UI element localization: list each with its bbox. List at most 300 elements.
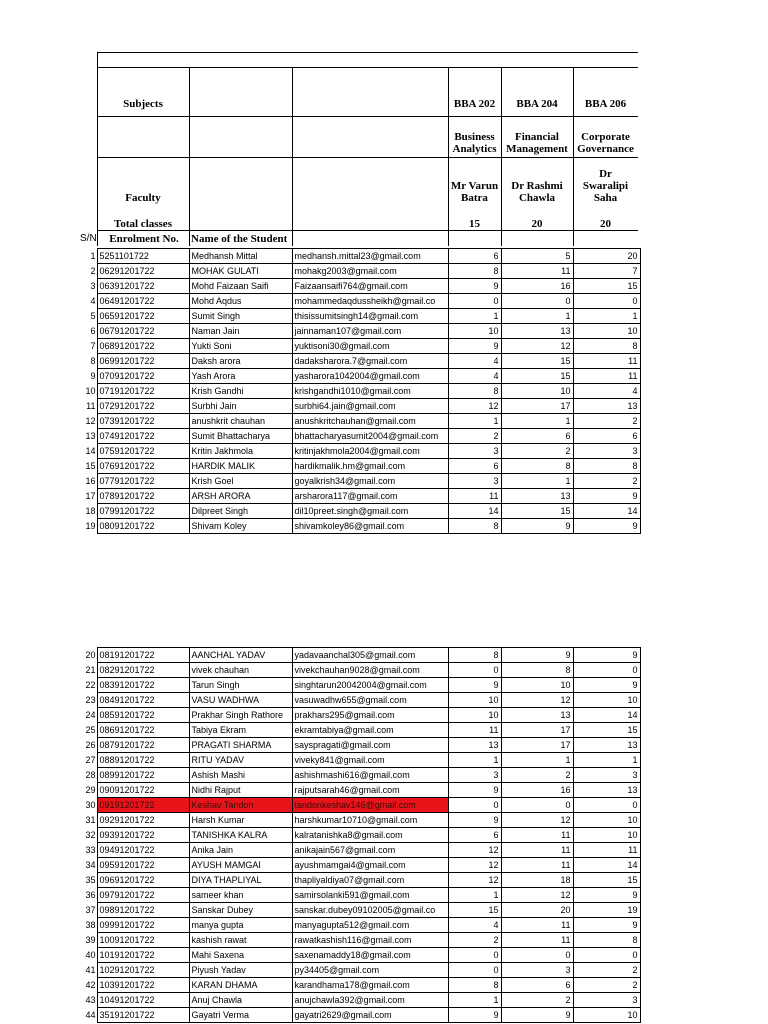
row-bba204-attendance: 1 xyxy=(501,414,573,429)
row-student-name: Mahi Saxena xyxy=(189,948,292,963)
row-bba202-attendance: 13 xyxy=(448,738,501,753)
row-bba204-attendance: 9 xyxy=(501,648,573,663)
row-student-name: Ashish Mashi xyxy=(189,768,292,783)
row-bba206-attendance: 15 xyxy=(573,873,640,888)
row-bba206-attendance: 9 xyxy=(573,918,640,933)
course-name-line1: Corporate xyxy=(581,131,630,143)
row-student-name: Shivam Koley xyxy=(189,519,292,534)
course-name-line2: Analytics xyxy=(452,143,497,155)
row-sn: 38 xyxy=(85,920,96,930)
row-bba204-attendance: 17 xyxy=(501,723,573,738)
row-student-name: TANISHKA KALRA xyxy=(189,828,292,843)
row-bba202-attendance: 10 xyxy=(448,708,501,723)
row-bba204-attendance: 18 xyxy=(501,873,573,888)
row-student-name: Kritin Jakhmola xyxy=(189,444,292,459)
row-enrolment: 07191201722 xyxy=(97,384,189,399)
table-row xyxy=(80,723,640,738)
row-enrolment: 07591201722 xyxy=(97,444,189,459)
course-code: BBA 204 xyxy=(516,98,558,110)
row-email: arsharora117@gmail.com xyxy=(292,489,448,504)
row-student-name: MOHAK GULATI xyxy=(189,264,292,279)
row-sn: 39 xyxy=(85,935,96,945)
row-enrolment: 07391201722 xyxy=(97,414,189,429)
row-bba202-attendance: 2 xyxy=(448,933,501,948)
row-bba206-attendance: 13 xyxy=(573,738,640,753)
row-bba202-attendance: 8 xyxy=(448,648,501,663)
row-sn: 6 xyxy=(90,326,96,336)
row-bba202-attendance: 11 xyxy=(448,489,501,504)
row-bba202-attendance: 11 xyxy=(448,723,501,738)
row-enrolment: 07291201722 xyxy=(97,399,189,414)
row-bba204-attendance: 5 xyxy=(501,249,573,264)
row-enrolment: 09491201722 xyxy=(97,843,189,858)
table-row xyxy=(80,693,640,708)
row-email: kritinjakhmola2004@gmail.com xyxy=(292,444,448,459)
row-bba204-attendance: 11 xyxy=(501,918,573,933)
table-row xyxy=(80,783,640,798)
row-student-name: RITU YADAV xyxy=(189,753,292,768)
table-row xyxy=(80,294,640,309)
row-sn: 31 xyxy=(85,815,96,825)
row-bba204-attendance: 15 xyxy=(501,369,573,384)
row-bba204-attendance: 8 xyxy=(501,663,573,678)
row-bba206-attendance: 1 xyxy=(573,753,640,768)
row-bba202-attendance: 4 xyxy=(448,369,501,384)
course-code: BBA 206 xyxy=(584,98,627,110)
row-bba206-attendance: 3 xyxy=(573,768,640,783)
table-row xyxy=(80,813,640,828)
row-sn: 14 xyxy=(85,446,96,456)
row-email: tandonkeshav146@gmail.com xyxy=(292,798,448,813)
table-row xyxy=(80,264,640,279)
row-enrolment: 10091201722 xyxy=(97,933,189,948)
row-bba204-attendance: 12 xyxy=(501,888,573,903)
column-labels-row xyxy=(80,232,640,246)
table-row xyxy=(80,429,640,444)
table-row xyxy=(80,933,640,948)
row-student-name: ARSH ARORA xyxy=(189,489,292,504)
row-email: harshkumar10710@gmail.com xyxy=(292,813,448,828)
table-row xyxy=(80,324,640,339)
row-bba202-attendance: 10 xyxy=(448,324,501,339)
row-sn: 40 xyxy=(85,950,96,960)
row-student-name: AYUSH MAMGAI xyxy=(189,858,292,873)
row-bba202-attendance: 0 xyxy=(448,948,501,963)
row-bba202-attendance: 1 xyxy=(448,888,501,903)
row-sn: 16 xyxy=(85,476,96,486)
row-sn: 5 xyxy=(90,311,96,321)
row-bba202-attendance: 15 xyxy=(448,903,501,918)
row-bba204-attendance: 6 xyxy=(501,429,573,444)
row-bba202-attendance: 8 xyxy=(448,978,501,993)
row-enrolment: 10491201722 xyxy=(97,993,189,1008)
row-enrolment: 06891201722 xyxy=(97,339,189,354)
faculty-label: Faculty xyxy=(125,192,161,204)
row-bba202-attendance: 9 xyxy=(448,1008,501,1023)
row-sn: 13 xyxy=(85,431,96,441)
row-email: mohammedaqdussheikh@gmail.co xyxy=(292,294,448,309)
row-enrolment: 06591201722 xyxy=(97,309,189,324)
row-bba204-attendance: 9 xyxy=(501,1008,573,1023)
row-email: anushkritchauhan@gmail.com xyxy=(292,414,448,429)
row-bba204-attendance: 3 xyxy=(501,963,573,978)
row-student-name: Krish Gandhi xyxy=(189,384,292,399)
row-email: anikajain567@gmail.com xyxy=(292,843,448,858)
row-enrolment: 09991201722 xyxy=(97,918,189,933)
row-bba202-attendance: 0 xyxy=(448,294,501,309)
table-row xyxy=(80,444,640,459)
row-student-name: Tarun Singh xyxy=(189,678,292,693)
row-bba206-attendance: 10 xyxy=(573,1008,640,1023)
table-row xyxy=(80,993,640,1008)
row-enrolment: 09591201722 xyxy=(97,858,189,873)
header-grid xyxy=(97,52,638,230)
row-bba202-attendance: 4 xyxy=(448,354,501,369)
row-sn: 2 xyxy=(90,266,96,276)
row-email: karandhama178@gmail.com xyxy=(292,978,448,993)
row-sn: 22 xyxy=(85,680,96,690)
table-row xyxy=(80,369,640,384)
row-bba206-attendance: 2 xyxy=(573,474,640,489)
row-enrolment: 08191201722 xyxy=(97,648,189,663)
row-bba206-attendance: 11 xyxy=(573,354,640,369)
row-bba204-attendance: 11 xyxy=(501,828,573,843)
row-bba202-attendance: 8 xyxy=(448,519,501,534)
row-bba206-attendance: 0 xyxy=(573,294,640,309)
row-bba204-attendance: 0 xyxy=(501,294,573,309)
row-enrolment: 09691201722 xyxy=(97,873,189,888)
row-enrolment: 09391201722 xyxy=(97,828,189,843)
row-bba206-attendance: 14 xyxy=(573,504,640,519)
table-row xyxy=(80,489,640,504)
row-student-name: Yukti Soni xyxy=(189,339,292,354)
row-enrolment: 07791201722 xyxy=(97,474,189,489)
row-student-name: Tabiya Ekram xyxy=(189,723,292,738)
row-sn: 24 xyxy=(85,710,96,720)
row-email: prakhars295@gmail.com xyxy=(292,708,448,723)
row-bba204-attendance: 11 xyxy=(501,933,573,948)
table-row xyxy=(80,663,640,678)
faculty-name-line2: Chawla xyxy=(518,192,556,204)
row-sn: 18 xyxy=(85,506,96,516)
row-bba206-attendance: 6 xyxy=(573,429,640,444)
row-bba204-attendance: 9 xyxy=(501,519,573,534)
row-enrolment: 08091201722 xyxy=(97,519,189,534)
row-email: vivekchauhan9028@gmail.com xyxy=(292,663,448,678)
row-student-name: DIYA THAPLIYAL xyxy=(189,873,292,888)
row-enrolment: 06391201722 xyxy=(97,279,189,294)
row-sn: 35 xyxy=(85,875,96,885)
sn-column-label: S/N xyxy=(80,233,97,244)
row-sn: 1 xyxy=(90,251,96,261)
row-bba206-attendance: 0 xyxy=(573,663,640,678)
row-bba202-attendance: 9 xyxy=(448,279,501,294)
row-bba206-attendance: 13 xyxy=(573,783,640,798)
row-student-name: Mohd Faizaan Saifi xyxy=(189,279,292,294)
row-student-name: PRAGATI SHARMA xyxy=(189,738,292,753)
row-bba204-attendance: 16 xyxy=(501,783,573,798)
row-bba206-attendance: 10 xyxy=(573,828,640,843)
row-bba202-attendance: 10 xyxy=(448,693,501,708)
row-student-name: HARDIK MALIK xyxy=(189,459,292,474)
row-student-name: Krish Goel xyxy=(189,474,292,489)
table-row xyxy=(80,519,640,534)
table-row xyxy=(80,459,640,474)
table-row xyxy=(80,978,640,993)
row-sn: 32 xyxy=(85,830,96,840)
table-row xyxy=(80,828,640,843)
row-sn: 28 xyxy=(85,770,96,780)
row-bba202-attendance: 9 xyxy=(448,339,501,354)
row-bba206-attendance: 8 xyxy=(573,339,640,354)
row-email: medhansh.mittal23@gmail.com xyxy=(292,249,448,264)
row-bba202-attendance: 2 xyxy=(448,429,501,444)
row-bba204-attendance: 20 xyxy=(501,903,573,918)
row-sn: 30 xyxy=(85,800,96,810)
row-bba206-attendance: 10 xyxy=(573,324,640,339)
table-row xyxy=(80,888,640,903)
row-email: hardikmalik.hm@gmail.com xyxy=(292,459,448,474)
row-bba206-attendance: 14 xyxy=(573,858,640,873)
table-row xyxy=(80,414,640,429)
row-email: dadaksharora.7@gmail.com xyxy=(292,354,448,369)
table-row xyxy=(80,399,640,414)
row-sn: 23 xyxy=(85,695,96,705)
row-enrolment: 09191201722 xyxy=(97,798,189,813)
row-sn: 36 xyxy=(85,890,96,900)
row-bba206-attendance: 0 xyxy=(573,948,640,963)
row-bba202-attendance: 14 xyxy=(448,504,501,519)
row-student-name: AANCHAL YADAV xyxy=(189,648,292,663)
faculty-name-line1: Dr xyxy=(599,168,612,180)
row-sn: 34 xyxy=(85,860,96,870)
row-email: vasuwadhw655@gmail.com xyxy=(292,693,448,708)
row-student-name: sameer khan xyxy=(189,888,292,903)
row-student-name: Anika Jain xyxy=(189,843,292,858)
row-email: Faizaansaifi764@gmail.com xyxy=(292,279,448,294)
table-row xyxy=(80,1008,640,1023)
row-sn: 7 xyxy=(90,341,96,351)
row-email: ashishmashi616@gmail.com xyxy=(292,768,448,783)
row-student-name: Medhansh Mittal xyxy=(189,249,292,264)
row-enrolment: 07491201722 xyxy=(97,429,189,444)
row-student-name: Dilpreet Singh xyxy=(189,504,292,519)
row-bba206-attendance: 20 xyxy=(573,249,640,264)
row-bba202-attendance: 12 xyxy=(448,873,501,888)
row-bba206-attendance: 7 xyxy=(573,264,640,279)
row-enrolment: 10191201722 xyxy=(97,948,189,963)
row-student-name: Prakhar Singh Rathore xyxy=(189,708,292,723)
row-bba202-attendance: 8 xyxy=(448,264,501,279)
faculty-name-line2: Batra xyxy=(461,192,488,204)
faculty-name-line1: Mr Varun xyxy=(450,180,499,192)
row-email: manyagupta512@gmail.com xyxy=(292,918,448,933)
table-row xyxy=(80,339,640,354)
row-student-name: anushkrit chauhan xyxy=(189,414,292,429)
row-email: goyalkrish34@gmail.com xyxy=(292,474,448,489)
row-enrolment: 08691201722 xyxy=(97,723,189,738)
row-bba204-attendance: 11 xyxy=(501,858,573,873)
total-classes-label: Total classes xyxy=(114,218,172,230)
row-bba204-attendance: 0 xyxy=(501,798,573,813)
row-student-name: Sumit Bhattacharya xyxy=(189,429,292,444)
row-enrolment: 07991201722 xyxy=(97,504,189,519)
row-student-name: Mohd Aqdus xyxy=(189,294,292,309)
student-name-column-label: Name of the Student xyxy=(191,233,288,245)
table-row xyxy=(80,948,640,963)
row-sn: 42 xyxy=(85,980,96,990)
row-email: anujchawla392@gmail.com xyxy=(292,993,448,1008)
row-student-name: Keshav Tandon xyxy=(189,798,292,813)
row-student-name: Naman Jain xyxy=(189,324,292,339)
row-bba204-attendance: 1 xyxy=(501,474,573,489)
row-email: bhattacharyasumit2004@gmail.com xyxy=(292,429,448,444)
row-student-name: kashish rawat xyxy=(189,933,292,948)
row-email: surbhi64.jain@gmail.com xyxy=(292,399,448,414)
row-bba202-attendance: 3 xyxy=(448,474,501,489)
row-email: jainnaman107@gmail.com xyxy=(292,324,448,339)
table-row xyxy=(80,858,640,873)
row-email: singhtarun20042004@gmail.com xyxy=(292,678,448,693)
row-bba206-attendance: 2 xyxy=(573,963,640,978)
row-bba206-attendance: 11 xyxy=(573,369,640,384)
table-row xyxy=(80,309,640,324)
row-email: py34405@gmail.com xyxy=(292,963,448,978)
row-bba204-attendance: 11 xyxy=(501,264,573,279)
row-email: mohakg2003@gmail.com xyxy=(292,264,448,279)
row-enrolment: 06491201722 xyxy=(97,294,189,309)
row-bba202-attendance: 1 xyxy=(448,993,501,1008)
row-email: rajputsarah46@gmail.com xyxy=(292,783,448,798)
row-student-name: Harsh Kumar xyxy=(189,813,292,828)
row-bba204-attendance: 12 xyxy=(501,693,573,708)
row-bba204-attendance: 1 xyxy=(501,309,573,324)
row-email: saxenamaddy18@gmail.com xyxy=(292,948,448,963)
attendance-table-part2 xyxy=(80,647,641,1023)
row-bba202-attendance: 9 xyxy=(448,813,501,828)
row-bba202-attendance: 3 xyxy=(448,444,501,459)
table-row xyxy=(80,279,640,294)
row-email: shivamkoley86@gmail.com xyxy=(292,519,448,534)
row-student-name: KARAN DHAMA xyxy=(189,978,292,993)
row-sn: 44 xyxy=(85,1010,96,1020)
subjects-label: Subjects xyxy=(123,98,163,110)
enrolment-column-label: Enrolment No. xyxy=(109,233,179,245)
table-row xyxy=(80,903,640,918)
faculty-name-line3: Saha xyxy=(593,192,618,204)
row-sn: 25 xyxy=(85,725,96,735)
row-email: yadavaanchal305@gmail.com xyxy=(292,648,448,663)
row-sn: 10 xyxy=(85,386,96,396)
row-enrolment: 07691201722 xyxy=(97,459,189,474)
row-bba206-attendance: 9 xyxy=(573,648,640,663)
table-row xyxy=(80,708,640,723)
row-sn: 12 xyxy=(85,416,96,426)
row-student-name: Surbhi Jain xyxy=(189,399,292,414)
row-email: ayushmamgai4@gmail.com xyxy=(292,858,448,873)
row-sn: 17 xyxy=(85,491,96,501)
total-classes-value: 15 xyxy=(469,218,480,230)
row-enrolment: 08891201722 xyxy=(97,753,189,768)
row-enrolment: 09791201722 xyxy=(97,888,189,903)
row-bba204-attendance: 10 xyxy=(501,678,573,693)
row-student-name: Nidhi Rajput xyxy=(189,783,292,798)
row-bba202-attendance: 0 xyxy=(448,963,501,978)
row-bba206-attendance: 10 xyxy=(573,813,640,828)
row-student-name: Yash Arora xyxy=(189,369,292,384)
row-student-name: manya gupta xyxy=(189,918,292,933)
table-row xyxy=(80,873,640,888)
row-bba206-attendance: 2 xyxy=(573,414,640,429)
row-enrolment: 09891201722 xyxy=(97,903,189,918)
row-email: samirsolanki591@gmail.com xyxy=(292,888,448,903)
table-row xyxy=(80,249,640,264)
row-email: yasharora1042004@gmail.com xyxy=(292,369,448,384)
row-bba206-attendance: 3 xyxy=(573,993,640,1008)
row-student-name: Daksh arora xyxy=(189,354,292,369)
row-bba204-attendance: 13 xyxy=(501,489,573,504)
row-email: krishgandhi1010@gmail.com xyxy=(292,384,448,399)
row-sn: 21 xyxy=(85,665,96,675)
row-email: dil10preet.singh@gmail.com xyxy=(292,504,448,519)
row-bba206-attendance: 15 xyxy=(573,279,640,294)
row-email: sanskar.dubey09102005@gmail.co xyxy=(292,903,448,918)
row-bba202-attendance: 1 xyxy=(448,753,501,768)
course-name-line1: Financial xyxy=(514,131,559,143)
row-bba202-attendance: 6 xyxy=(448,459,501,474)
row-student-name: Sumit Singh xyxy=(189,309,292,324)
row-email: viveky841@gmail.com xyxy=(292,753,448,768)
row-bba204-attendance: 2 xyxy=(501,993,573,1008)
row-bba204-attendance: 16 xyxy=(501,279,573,294)
row-bba204-attendance: 8 xyxy=(501,459,573,474)
row-email: gayatri2629@gmail.com xyxy=(292,1008,448,1023)
row-sn: 37 xyxy=(85,905,96,915)
row-bba206-attendance: 0 xyxy=(573,798,640,813)
row-bba202-attendance: 12 xyxy=(448,843,501,858)
row-bba202-attendance: 6 xyxy=(448,828,501,843)
row-bba204-attendance: 11 xyxy=(501,843,573,858)
row-bba206-attendance: 8 xyxy=(573,459,640,474)
row-bba202-attendance: 6 xyxy=(448,249,501,264)
row-bba206-attendance: 9 xyxy=(573,678,640,693)
row-bba202-attendance: 3 xyxy=(448,768,501,783)
table-row xyxy=(80,843,640,858)
row-bba204-attendance: 2 xyxy=(501,444,573,459)
row-bba202-attendance: 1 xyxy=(448,309,501,324)
row-enrolment: 35191201722 xyxy=(97,1008,189,1023)
row-bba202-attendance: 0 xyxy=(448,798,501,813)
table-row xyxy=(80,918,640,933)
row-enrolment: 10291201722 xyxy=(97,963,189,978)
row-bba206-attendance: 14 xyxy=(573,708,640,723)
faculty-name-line1: Dr Rashmi xyxy=(511,180,563,192)
row-bba204-attendance: 13 xyxy=(501,708,573,723)
row-bba206-attendance: 3 xyxy=(573,444,640,459)
row-bba204-attendance: 10 xyxy=(501,384,573,399)
table-row xyxy=(80,798,640,813)
row-enrolment: 10391201722 xyxy=(97,978,189,993)
row-enrolment: 09091201722 xyxy=(97,783,189,798)
row-sn: 43 xyxy=(85,995,96,1005)
table-row xyxy=(80,354,640,369)
total-classes-value: 20 xyxy=(600,218,611,230)
row-enrolment: 06291201722 xyxy=(97,264,189,279)
table-row xyxy=(80,768,640,783)
row-sn: 11 xyxy=(86,401,96,411)
row-email: kalratanishka8@gmail.com xyxy=(292,828,448,843)
table-row xyxy=(80,738,640,753)
